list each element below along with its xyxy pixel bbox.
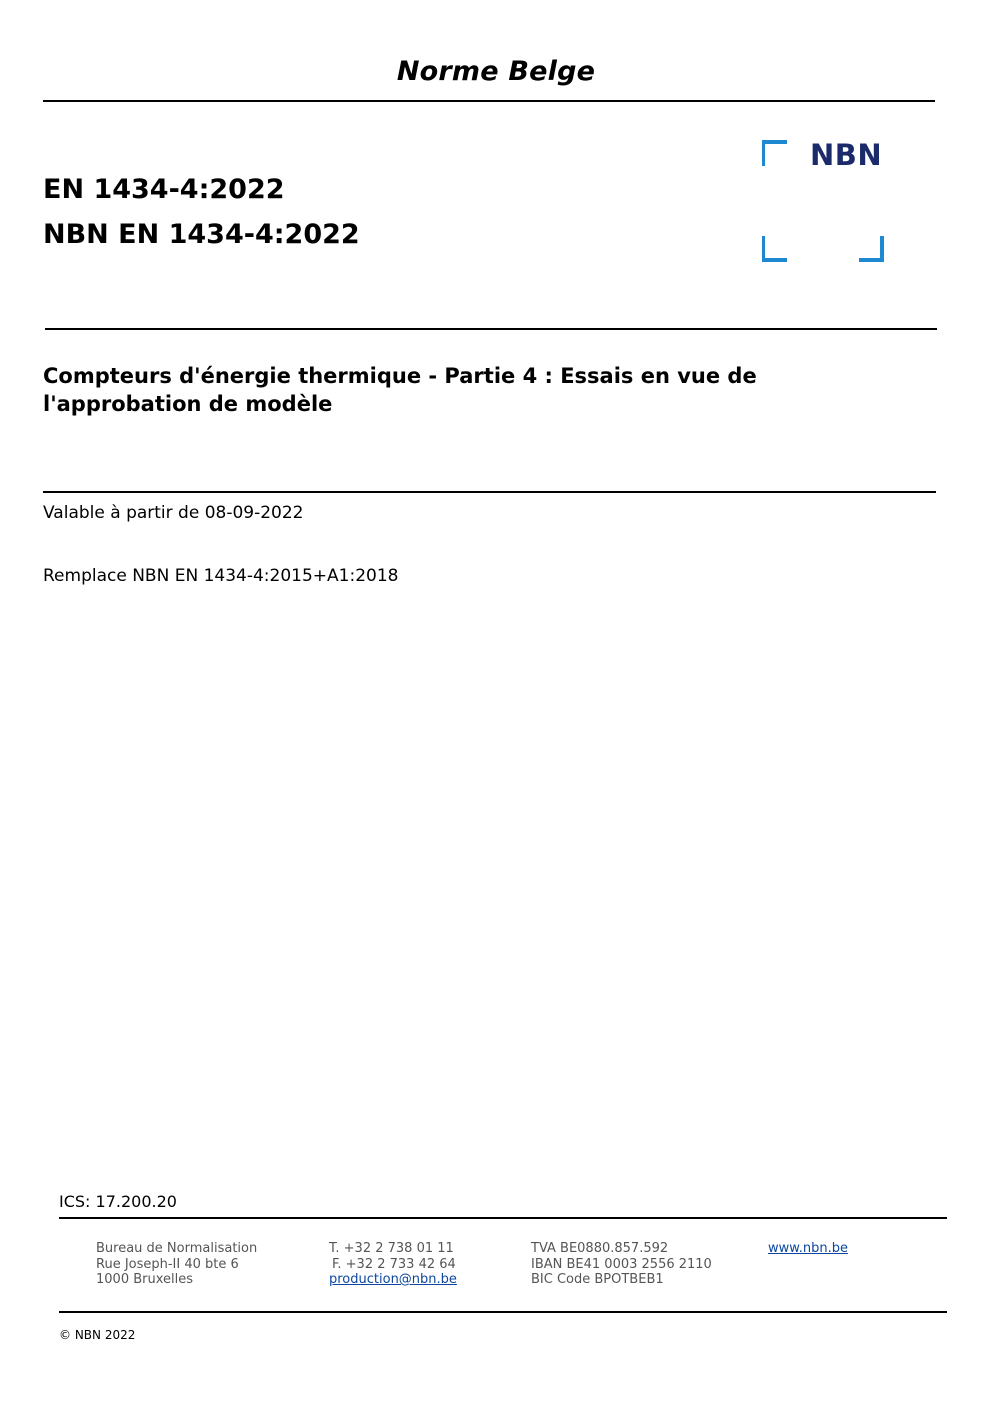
standard-code-en: EN 1434-4:2022 <box>43 174 285 205</box>
header-divider <box>43 100 935 102</box>
document-title <box>43 362 923 418</box>
document-title-line-1: Compteurs d'énergie thermique - Partie 4 : Essais en vue de <box>43 364 757 388</box>
footer-address-line: 1000 Bruxelles <box>96 1272 194 1287</box>
footer-bic: BIC Code BPOTBEB1 <box>531 1272 664 1287</box>
copyright-notice: © NBN 2022 <box>59 1328 136 1342</box>
document-header-title: Norme Belge <box>396 56 596 87</box>
document-title-line-2: l'approbation de modèle <box>43 392 333 416</box>
footer-bottom-divider <box>59 1311 947 1313</box>
footer-contact <box>329 1241 457 1288</box>
footer-address-line: Rue Joseph-II 40 bte 6 <box>96 1256 239 1272</box>
footer-bank <box>531 1241 712 1288</box>
footer-fax: F. +32 2 733 42 64 <box>332 1256 456 1272</box>
footer-website-link[interactable]: www.nbn.be <box>768 1241 848 1256</box>
footer-phone: T. +32 2 738 01 11 <box>329 1241 454 1256</box>
footer-vat: TVA BE0880.857.592 <box>531 1241 669 1256</box>
nbn-logo <box>762 140 886 264</box>
footer-top-divider <box>59 1217 947 1219</box>
ics-code: ICS: 17.200.20 <box>59 1192 177 1211</box>
title-top-divider <box>45 328 937 330</box>
footer-email-link[interactable]: production@nbn.be <box>329 1272 457 1287</box>
footer-web <box>768 1241 848 1257</box>
footer-iban: IBAN BE41 0003 2556 2110 <box>531 1256 712 1272</box>
validity-date: Valable à partir de 08-09-2022 <box>43 503 304 523</box>
footer-address-line: Bureau de Normalisation <box>96 1241 258 1256</box>
footer-address <box>96 1241 257 1288</box>
title-bottom-divider <box>43 491 936 493</box>
replaces-note: Remplace NBN EN 1434-4:2015+A1:2018 <box>43 566 399 586</box>
nbn-logo-text: NBN <box>810 138 883 172</box>
standard-code-nbn: NBN EN 1434-4:2022 <box>43 219 360 250</box>
